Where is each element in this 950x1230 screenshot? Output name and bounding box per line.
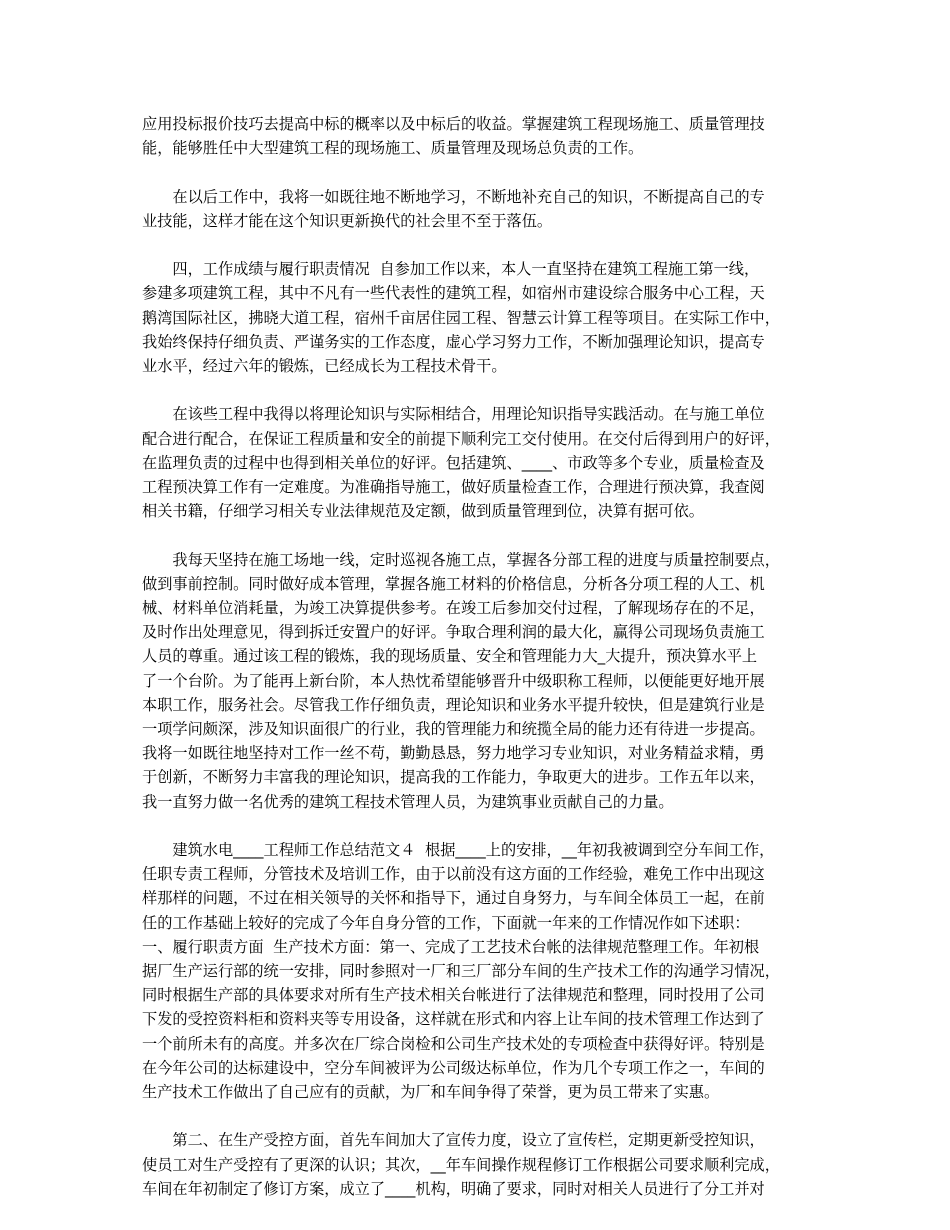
document-page [142,112,820,1201]
text-line: 能，能够胜任中大型建筑工程的现场施工、质量管理及现场总负责的工作。 [142,139,644,158]
text-line: 任的工作基础上较好的完成了今年自身分管的工作，下面就一年来的工作情况作如下述职： [142,913,750,932]
text-line: 在以后工作中，我将一如既往地不断地学习，不断地补充自己的知识，不断提高自己的专 [142,187,765,206]
text-line: 业水平，经过六年的锻炼，已经成长为工程技术骨干。 [142,357,507,375]
text-line: 一个前所未有的高度。并多次在厂综合岗检和公司生产技术处的专项检查中获得好评。特别是 [142,1034,765,1053]
text-line: 车间在年初制定了修订方案，成立了____机构，明确了要求，同时对相关人员进行了分工并对 [142,1179,765,1198]
text-line: 本职工作，服务社会。尽管我工作仔细负责，理论知识和业务水平提升较快，但是建筑行业是 [142,695,765,714]
text-line: 使员工对生产受控有了更深的认识；其次，__年车间操作规程修订工作根据公司要求顺利完成， [142,1155,780,1174]
text-line: 应用投标报价技巧去提高中标的概率以及中标后的收益。掌握建筑工程现场施工、质量管理技 [142,115,765,133]
text-line: 做到事前控制。同时做好成本管理，掌握各施工材料的价格信息，分析各分项工程的人工、机 [142,574,765,593]
text-line: 相关书籍，仔细学习相关专业法律规范及定额，做到质量管理到位，决算有据可依。 [142,502,704,521]
paragraph [142,112,820,160]
text-line: 工程预决算工作有一定难度。为准确指导施工，做好质量检查工作，合理进行预决算，我查阅 [142,478,765,496]
text-line: 一项学问颇深，涉及知识面很广的行业，我的管理能力和统揽全局的能力还有待进一步提高。 [142,720,765,739]
text-line: 一、履行职责方面 生产技术方面：第一、完成了工艺技术台帐的法律规范整理工作。年初根 [142,937,760,956]
paragraph [142,402,820,523]
text-line: 我每天坚持在施工场地一线，定时巡视各施工点，掌握各分部工程的进度与质量控制要点， [142,550,780,569]
text-line: 任职专责工程师，分管技术及培训工作，由于以前没有这方面的工作经验，难免工作中出现这 [142,865,765,884]
text-line: 在该些工程中我得以将理论知识与实际相结合，用理论知识指导实践活动。在与施工单位 [142,405,765,424]
paragraph [142,257,820,378]
text-line: 我将一如既往地坚持对工作一丝不苟，勤勤恳恳，努力地学习专业知识，对业务精益求精，勇 [142,744,765,763]
paragraph [142,548,820,814]
text-line: 第二、在生产受控方面，首先车间加大了宣传力度，设立了宣传栏，定期更新受控知识， [142,1131,765,1150]
text-line: 及时作出处理意见，得到拆迁安置户的好评。争取合理利润的最大化，赢得公司现场负责施工 [142,623,765,642]
text-line: 在今年公司的达标建设中，空分车间被评为公司级达标单位，作为几个专项工作之一，车间的 [142,1058,765,1077]
text-line: 参建多项建筑工程，其中不凡有一些代表性的建筑工程，如宿州市建设综合服务中心工程，天 [142,284,765,303]
text-line: 四，工作成绩与履行职责情况 自参加工作以来，本人一直坚持在建筑工程施工第一线， [142,260,760,279]
text-line: 我始终保持仔细负责、严谨务实的工作态度，虚心学习努力工作，不断加强理论知识，提高专 [142,332,765,351]
paragraph [142,1128,820,1201]
paragraph [142,838,820,1104]
text-line: 同时根据生产部的具体要求对所有生产技术相关台帐进行了法律规范和整理，同时投用了公司 [142,986,765,1005]
text-line: 下发的受控资料柜和资料夹等专用设备，这样就在形式和内容上让车间的技术管理工作达到了 [142,1010,765,1029]
text-line: 鹅湾国际社区，拂晓大道工程，宿州千亩居住园工程、智慧云计算工程等项目。在实际工作中， [142,308,780,327]
text-line: 在监理负责的过程中也得到相关单位的好评。包括建筑、____、市政等多个专业，质量检查及 [142,453,765,472]
text-line: 业技能，这样才能在这个知识更新换代的社会里不至于落伍。 [142,211,553,230]
text-line: 建筑水电____工程师工作总结范文４ 根据____上的安排，__年初我被调到空分车间工作， [142,841,775,860]
text-line: 人员的尊重。通过该工程的锻炼，我的现场质量、安全和管理能力大_大提升，预决算水平上 [142,647,758,666]
text-line: 生产技术工作做出了自己应有的贡献，为厂和车间争得了荣誉，更为员工带来了实惠。 [142,1083,720,1102]
text-line: 械、材料单位消耗量，为竣工决算提供参考。在竣工后参加交付过程，了解现场存在的不足， [142,599,765,617]
paragraph [142,185,820,233]
text-line: 配合进行配合，在保证工程质量和安全的前提下顺利完工交付使用。在交付后得到用户的好评， [142,429,780,448]
text-line: 样那样的问题，不过在相关领导的关怀和指导下，通过自身努力，与车间全体员工一起，在前 [142,889,765,908]
text-line: 于创新，不断努力丰富我的理论知识，提高我的工作能力，争取更大的进步。工作五年以来， [142,768,765,787]
text-line: 了一个台阶。为了能再上新台阶，本人热忱希望能够晋升中级职称工程师，以便能更好地开展 [142,671,765,690]
text-line: 我一直努力做一名优秀的建筑工程技术管理人员，为建筑事业贡献自己的力量。 [142,792,674,811]
text-line: 据厂生产运行部的统一安排，同时参照对一厂和三厂部分车间的生产技术工作的沟通学习情况， [142,962,780,981]
